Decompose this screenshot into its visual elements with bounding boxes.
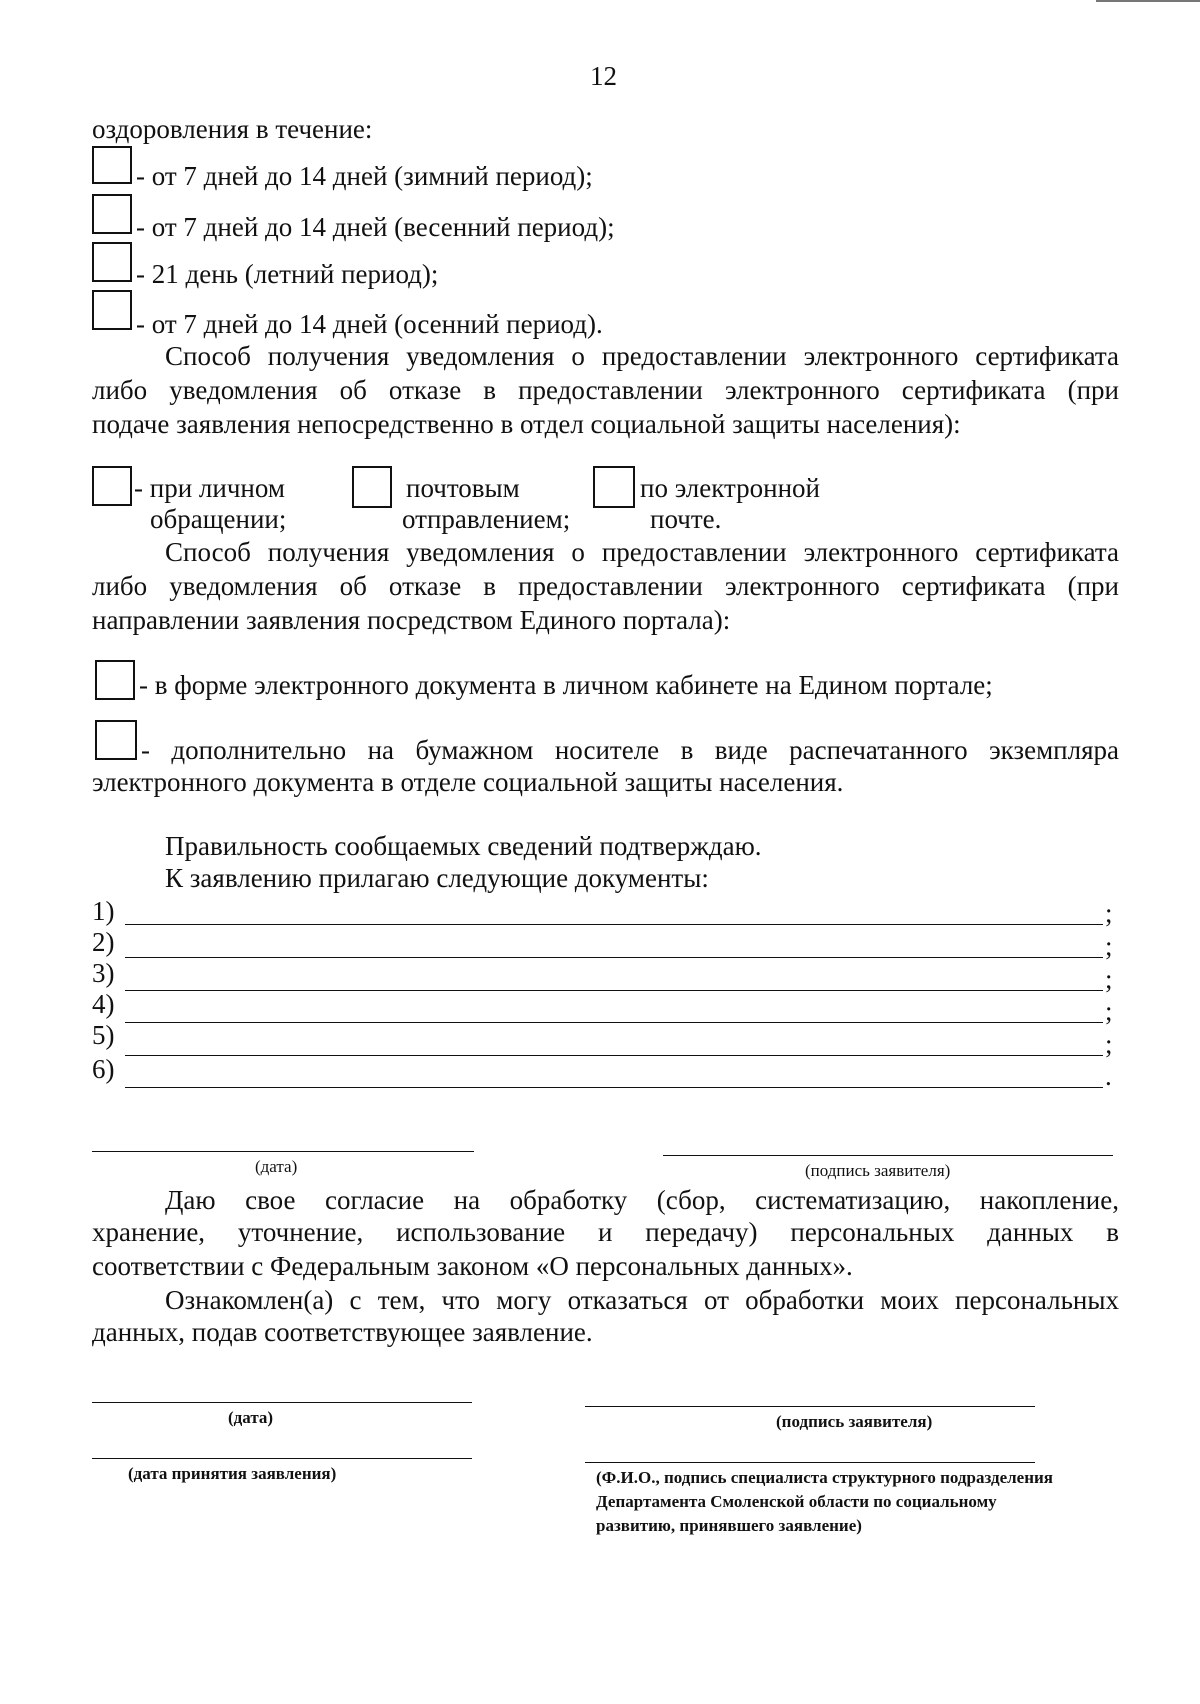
specialist-signature-line[interactable] — [585, 1462, 1035, 1463]
checkbox-in-person[interactable] — [92, 466, 132, 506]
option-portal-cabinet-label: - в форме электронного документа в личном кабинете на Едином портале; — [139, 670, 993, 700]
attachment-number: 1) — [92, 896, 115, 926]
signature-label: (подпись заявителя) — [805, 1161, 951, 1180]
option-winter-label: - от 7 дней до 14 дней (зимний период); — [136, 161, 593, 191]
option-autumn-label: - от 7 дней до 14 дней (осенний период). — [136, 309, 603, 339]
option-paper-copy-line1: - дополнительно на бумажном носителе в виде распечатанного экземпляра — [141, 735, 1119, 765]
attach-intro-text: К заявлению прилагаю следующие документы: — [165, 863, 709, 893]
option-post-line1: почтовым — [406, 473, 520, 503]
intro-text: оздоровления в течение: — [92, 114, 373, 144]
attachment-input-line[interactable] — [125, 924, 1103, 925]
checkbox-winter[interactable] — [92, 146, 132, 184]
method-portal-line-2: либо уведомления об отказе в предоставлении электронного сертификата (при — [92, 571, 1119, 601]
option-summer-label: - 21 день (летний период); — [136, 259, 439, 289]
method-direct-line-2: либо уведомления об отказе в предоставлении электронного сертификата (при — [92, 375, 1119, 405]
attachment-input-line[interactable] — [125, 1055, 1103, 1056]
page-edge-line — [1096, 0, 1200, 2]
consent-line-1: Даю свое согласие на обработку (сбор, систематизацию, накопление, — [165, 1185, 1119, 1215]
date-line[interactable] — [92, 1151, 474, 1152]
checkbox-portal-cabinet[interactable] — [95, 660, 135, 700]
attachment-end-mark: . — [1105, 1061, 1112, 1091]
attachment-input-line[interactable] — [125, 1087, 1103, 1088]
checkbox-email[interactable] — [593, 466, 635, 508]
signature-line[interactable] — [585, 1406, 1035, 1407]
acknowledge-line-2: данных, подав соответствующее заявление. — [92, 1317, 593, 1347]
option-post-line2: отправлением; — [402, 504, 571, 534]
date-label: (дата) — [228, 1408, 274, 1427]
date-line[interactable] — [92, 1402, 472, 1403]
attachment-number: 6) — [92, 1054, 115, 1084]
accept-date-line[interactable] — [92, 1458, 472, 1459]
date-label: (дата) — [255, 1157, 298, 1176]
method-portal-line-3: направлении заявления посредством Единого портала): — [92, 605, 731, 635]
attachment-number: 4) — [92, 989, 115, 1019]
method-direct-line-3: подаче заявления непосредственно в отдел социальной защиты населения): — [92, 409, 961, 439]
method-portal-line-1: Способ получения уведомления о предоставлении электронного сертификата — [165, 537, 1119, 567]
checkbox-paper-copy[interactable] — [95, 720, 137, 760]
attachment-input-line[interactable] — [125, 1022, 1103, 1023]
option-paper-copy-line2: электронного документа в отделе социальной защиты населения. — [92, 767, 844, 797]
option-email-line1: по электронной — [640, 473, 820, 503]
attachment-end-mark: ; — [1105, 996, 1113, 1026]
confirm-text: Правильность сообщаемых сведений подтверждаю. — [165, 831, 762, 861]
option-in-person-line1: - при личном — [134, 473, 285, 503]
attachment-end-mark: ; — [1105, 898, 1113, 928]
option-email-line2: почте. — [650, 504, 722, 534]
attachment-end-mark: ; — [1105, 964, 1113, 994]
attachment-input-line[interactable] — [125, 990, 1103, 991]
attachment-number: 2) — [92, 927, 115, 957]
accept-date-label: (дата принятия заявления) — [128, 1464, 337, 1483]
option-in-person-line2: обращении; — [150, 504, 287, 534]
consent-line-3: соответствии с Федеральным законом «О персональных данных». — [92, 1251, 853, 1281]
specialist-label-line-2: Департамента Смоленской области по социальному — [596, 1492, 997, 1511]
checkbox-post[interactable] — [352, 466, 392, 508]
checkbox-spring[interactable] — [92, 194, 132, 234]
option-spring-label: - от 7 дней до 14 дней (весенний период); — [136, 212, 615, 242]
attachment-input-line[interactable] — [125, 957, 1103, 958]
signature-label: (подпись заявителя) — [776, 1412, 933, 1431]
attachment-number: 3) — [92, 958, 115, 988]
specialist-label-line-1: (Ф.И.О., подпись специалиста структурного подразделения — [596, 1468, 1053, 1487]
specialist-label-line-3: развитию, принявшего заявление) — [596, 1516, 862, 1535]
attachment-end-mark: ; — [1105, 931, 1113, 961]
checkbox-autumn[interactable] — [92, 290, 132, 330]
checkbox-summer[interactable] — [92, 242, 132, 282]
method-direct-line-1: Способ получения уведомления о предоставлении электронного сертификата — [165, 341, 1119, 371]
page-number: 12 — [590, 61, 617, 91]
signature-line[interactable] — [663, 1155, 1113, 1156]
acknowledge-line-1: Ознакомлен(а) с тем, что могу отказаться от обработки моих персональных — [165, 1285, 1119, 1315]
attachment-number: 5) — [92, 1020, 115, 1050]
attachment-end-mark: ; — [1105, 1029, 1113, 1059]
consent-line-2: хранение, уточнение, использование и передачу) персональных данных в — [92, 1217, 1119, 1247]
